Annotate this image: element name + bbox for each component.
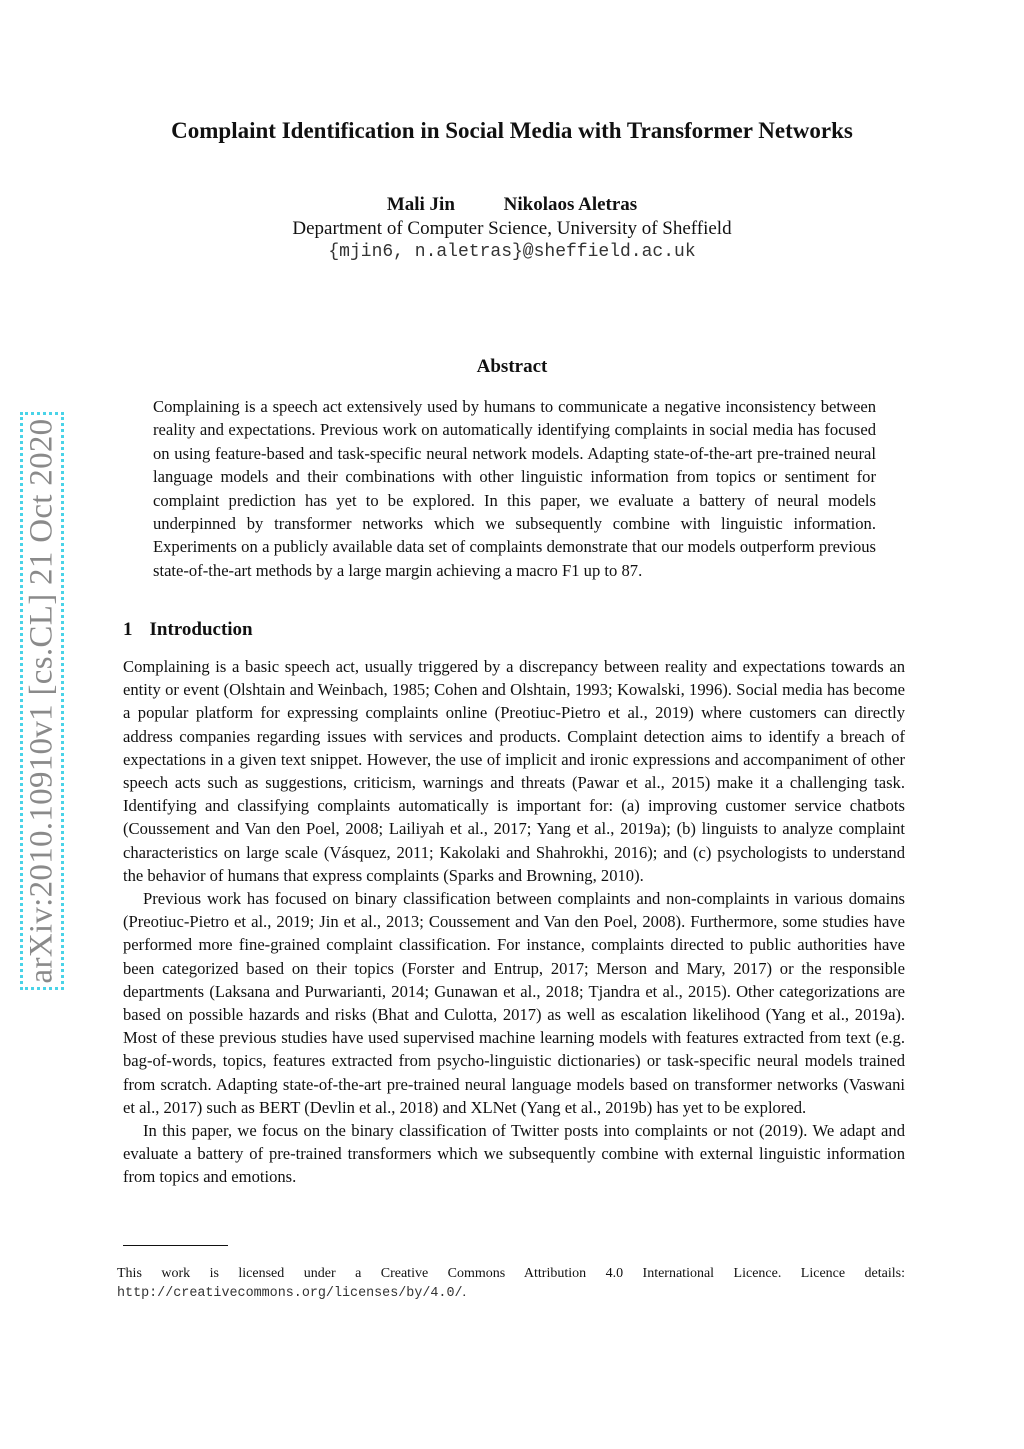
body-paragraph: Previous work has focused on binary classification between complaints and non-complaints in various domains (Preotiuc-Pietro et al., 2019; Jin et al., 2013; Coussement and Van den Poel, 2008). Furthermore, some studies have performed more fine-grained complaint classification. For instance, complaints directed to public authorities have been categorized based on their topics (Forster and Entrup, 2017; Merson and Mary, 2017) or the responsible departments (Laksana and Purwarianti, 2014; Gunawan et al., 2018; Tjandra et al., 2015). Other categorizations are based on possible hazards and risks (Bhat and Culotta, 2017) as well as escalation likelihood (Yang et al., 2019a). Most of these previous studies have used supervised machine learning models with features extracted from text (e.g. bag-of-words, topics, features extracted from psycho-linguistic dictionaries) or task-specific neural models trained from scratch. Adapting state-of-the-art pre-trained neural language models based on transformer networks (Vaswani et al., 2017) such as BERT (Devlin et al., 2018) and XLNet (Yang et al., 2019b) has yet to be explored. <box>123 889 905 1117</box>
introduction-body <box>123 655 905 1189</box>
arxiv-identifier: arXiv:2010.10910v1 [cs.CL] 21 Oct 2020 <box>23 418 60 984</box>
footnote-divider <box>123 1245 228 1246</box>
abstract-text: Complaining is a speech act extensively used by humans to communicate a negative inconsistency between reality and expectations. Previous work on automatically identifying complaints in social media has focused on using feature-based and task-specific neural network models. Adapting state-of-the-art pre-trained neural language models and their combinations with other linguistic information from topics or sentiment for complaint prediction has yet to be explored. In this paper, we evaluate a battery of neural models underpinned by transformer networks which we subsequently combine with linguistic information. Experiments on a publicly available data set of complaints demonstrate that our models outperform previous state-of-the-art methods by a large margin achieving a macro F1 up to 87. <box>153 397 876 580</box>
author-name: Nikolaos Aletras <box>503 194 638 215</box>
author-affiliation: Department of Computer Science, University of Sheffield <box>292 218 732 239</box>
license-footnote <box>117 1264 905 1303</box>
paper-title: Complaint Identification in Social Media with Transformer Networks <box>171 118 853 143</box>
author-name: Mali Jin <box>386 194 455 215</box>
body-paragraph: Complaining is a basic speech act, usually triggered by a discrepancy between reality and expectations towards an entity or event (Olshtain and Weinbach, 1985; Cohen and Olshtain, 1993; Kowalski, 1996). Social media has become a popular platform for expressing complaints online (Preotiuc-Pietro et al., 2019) where customers can directly address companies regarding issues with services and products. Complaint detection aims to identify a breach of expectations in a given text snippet. However, the use of implicit and ironic expressions and accompaniment of other speech acts such as suggestions, criticism, warnings and threats (Pawar et al., 2015) make it a challenging task. Identifying and classifying complaints automatically is important for: (a) improving customer service chatbots (Coussement and Van den Poel, 2008; Lailiyah et al., 2017; Yang et al., 2019a); (b) linguists to analyze complaint characteristics on large scale (Vásquez, 2011; Kakolaki and Shahrokhi, 2016); and (c) psychologists to understand the behavior of humans that express complaints (Sparks and Browning, 2010). <box>123 657 905 885</box>
body-paragraph: In this paper, we focus on the binary classification of Twitter posts into complaints or not (2019). We adapt and evaluate a battery of pre-trained transformers which we subsequently combine with external linguistic information from topics and emotions. <box>123 1121 905 1187</box>
section-title: Introduction <box>149 619 253 640</box>
author-list <box>0 194 1024 216</box>
abstract-heading: Abstract <box>476 356 548 377</box>
author-emails: {mjin6, n.aletras}@sheffield.ac.uk <box>328 242 696 262</box>
license-link[interactable]: http://creativecommons.org/licenses/by/4.0/ <box>117 1286 463 1301</box>
section-number: 1 <box>123 619 133 640</box>
footnote-text: This work is licensed under a Creative Commons Attribution 4.0 International Licence. Licence details: <box>117 1266 905 1281</box>
arxiv-sidebar-stamp <box>20 412 64 990</box>
section-heading <box>123 619 253 641</box>
footnote-suffix: . <box>462 1285 467 1300</box>
